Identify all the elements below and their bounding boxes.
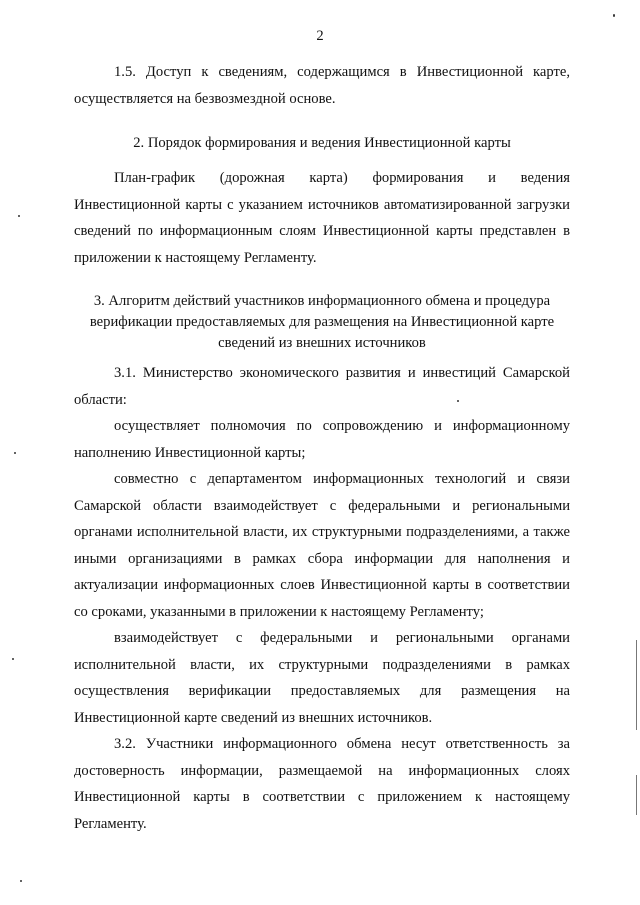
section-3-heading-line-1: 3. Алгоритм действий участников информационного обмена и процедура	[93, 293, 551, 309]
section-3-1-paragraph: 3.1. Министерство экономического развития и инвестиций Самарской области:	[74, 365, 570, 408]
section-1-5-paragraph: 1.5. Доступ к сведениям, содержащимся в Инвестиционной карте, осуществляется на безвозмездной основе.	[74, 64, 570, 107]
section-3-1-item-b: совместно с департаментом информационных технологий и связи Самарской области взаимодействует с федеральными и региональными органами исполнительной власти, их структурными подразделениями, а также иными организациями в рамках сбора информации для наполнения и актуализации информационных слоев Инвестиционной карты в соответствии со сроками, указанными в приложении к настоящему Регламенту;	[74, 471, 570, 620]
scan-speck	[457, 400, 459, 402]
section-3-1-item-a: осуществляет полномочия по сопровождению и информационному наполнению Инвестиционной карты;	[74, 418, 570, 461]
section-2-paragraph: План-график (дорожная карта) формирования и ведения Инвестиционной карты с указанием источников автоматизированной загрузки сведений по информационным слоям Инвестиционной карты представлен в приложении к настоящему Регламенту.	[74, 170, 570, 266]
scan-edge-mark	[636, 640, 637, 730]
scan-speck	[12, 658, 14, 660]
scan-speck	[613, 14, 615, 17]
section-2-heading: 2. Порядок формирования и ведения Инвестиционной карты	[133, 135, 511, 151]
section-3-heading-line-3: сведений из внешних источников	[218, 335, 426, 351]
scan-speck	[20, 880, 22, 882]
scan-speck	[14, 452, 16, 454]
section-3-heading	[74, 291, 570, 354]
section-3-2-paragraph: 3.2. Участники информационного обмена несут ответственность за достоверность информации, размещаемой на информационных слоях Инвестиционной карты в соответствии с приложением к настоящему Регламенту.	[74, 736, 570, 832]
section-3-heading-line-2: верификации предоставляемых для размещения на Инвестиционной карте	[89, 314, 555, 330]
scan-edge-mark	[636, 775, 637, 815]
page-number: 2	[316, 28, 324, 44]
scan-speck	[18, 215, 20, 217]
section-3-1-item-c: взаимодействует с федеральными и региональными органами исполнительной власти, их структурными подразделениями в рамках осуществления верификации предоставляемых для размещения на Инвестиционной карте сведений из внешних источников.	[74, 630, 570, 726]
